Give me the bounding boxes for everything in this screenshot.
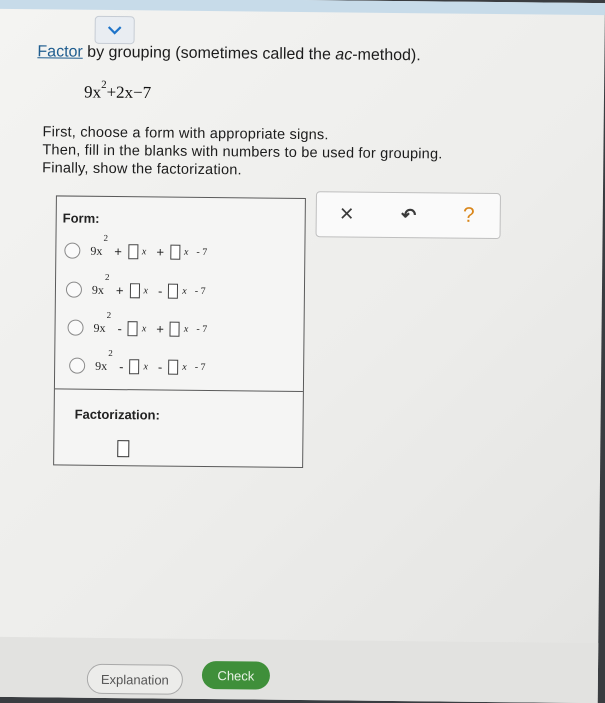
option-term: 9x 2 (95, 347, 113, 373)
option-sign-2: - (157, 359, 163, 375)
radio-button[interactable] (66, 282, 82, 298)
blank-input[interactable] (129, 359, 139, 374)
prompt-text-2: -method). (352, 46, 421, 65)
undo-button[interactable] (397, 203, 421, 227)
help-button[interactable] (457, 204, 481, 228)
option-constant: - 7 (196, 323, 208, 335)
top-bar (0, 0, 605, 15)
instruction-line: Then, fill in the blanks with numbers to be used for grouping. (42, 142, 443, 163)
instruction-line: First, choose a form with appropriate signs. (42, 124, 329, 144)
check-button[interactable]: Check (202, 661, 270, 690)
option-constant: - 7 (194, 285, 206, 297)
form-option-1[interactable] (64, 232, 208, 262)
answer-toolbar (316, 191, 501, 239)
option-sign-1: - (119, 358, 124, 374)
blank-input[interactable] (128, 321, 138, 336)
option-var-2: x (183, 323, 189, 335)
form-label: Form: (62, 210, 100, 226)
blank-input[interactable] (129, 283, 139, 298)
expr-exponent: 2 (101, 78, 107, 91)
close-icon: × (339, 200, 354, 228)
prompt-text-1: by grouping (sometimes called the (82, 43, 336, 64)
prompt-ac: ac (335, 46, 353, 64)
form-option-3[interactable] (67, 309, 208, 339)
blank-input[interactable] (168, 283, 178, 298)
factorization-input[interactable] (117, 440, 129, 457)
option-var-1: x (143, 360, 149, 372)
option-sign-1: + (115, 282, 124, 298)
option-var-2: x (183, 246, 189, 258)
option-constant: - 7 (194, 361, 206, 373)
form-option-2[interactable] (66, 271, 206, 301)
radio-button[interactable] (64, 243, 80, 259)
factorization-label: Factorization: (74, 406, 160, 423)
option-var-1: x (143, 284, 149, 296)
expr-coef: 9x (83, 82, 102, 102)
collapse-toggle-button[interactable] (95, 16, 135, 44)
expr-rest: +2x−7 (106, 82, 152, 103)
option-sign-1: - (117, 320, 122, 336)
option-term: 9x 2 (93, 309, 112, 335)
radio-button[interactable] (69, 358, 85, 374)
chevron-down-icon (107, 25, 123, 35)
help-icon: ? (462, 203, 475, 227)
blank-input[interactable] (128, 244, 138, 259)
radio-button[interactable] (67, 320, 83, 336)
option-sign-2: + (156, 243, 165, 260)
blank-input[interactable] (170, 321, 180, 336)
option-sign-2: + (156, 320, 165, 337)
instructions (42, 123, 443, 181)
question-prompt (37, 43, 420, 65)
option-var-2: x (182, 361, 187, 373)
blank-input[interactable] (168, 359, 178, 374)
option-term: 9x 2 (91, 271, 110, 297)
blank-input[interactable] (170, 244, 180, 259)
form-option-4[interactable] (69, 347, 206, 377)
undo-icon: ↶ (401, 205, 417, 226)
given-expression (83, 78, 152, 103)
option-sign-2: - (157, 283, 163, 299)
option-sign-1: + (114, 243, 123, 259)
option-var-2: x (182, 285, 187, 297)
option-var-1: x (141, 245, 147, 257)
option-constant: - 7 (196, 246, 208, 258)
clear-button[interactable] (335, 202, 359, 226)
option-term: 9x 2 (90, 232, 109, 258)
answer-panel (53, 195, 306, 468)
panel-divider (55, 388, 303, 392)
factor-link[interactable]: Factor (37, 43, 83, 61)
option-var-1: x (141, 322, 147, 334)
instruction-line: Finally, show the factorization. (42, 160, 242, 179)
explanation-button[interactable]: Explanation (87, 664, 183, 695)
